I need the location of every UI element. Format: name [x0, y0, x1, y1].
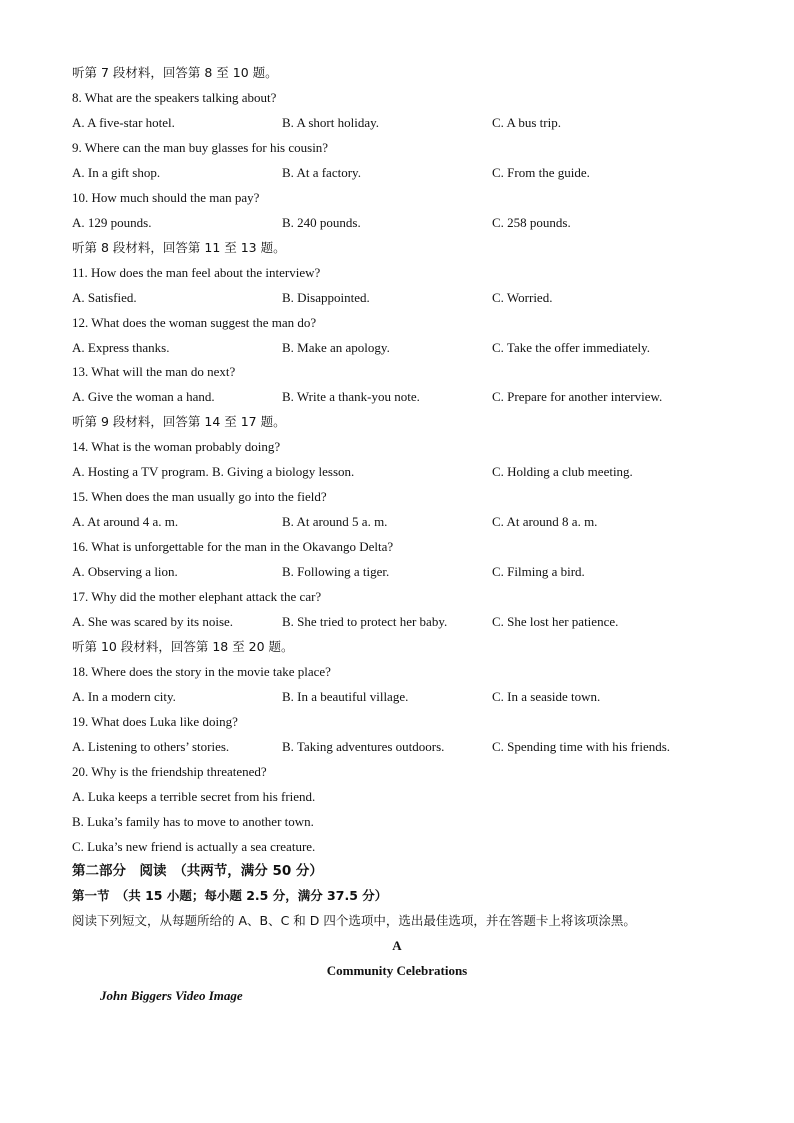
- option-8c: C. A bus trip.: [492, 115, 561, 130]
- option-9b: B. At a factory.: [282, 165, 361, 180]
- question-13: 13. What will the man do next?: [72, 364, 236, 379]
- option-11b: B. Disappointed.: [282, 290, 370, 305]
- reading-instruction: 阅读下列短文，从每题所给的 A、B、C 和 D 四个选项中，选出最佳选项，并在答题卡上将该项涂黑。: [72, 913, 636, 928]
- option-16c: C. Filming a bird.: [492, 564, 585, 579]
- option-14ab: A. Hosting a TV program. B. Giving a biology lesson.: [72, 464, 355, 479]
- option-19b: B. Taking adventures outdoors.: [282, 739, 445, 754]
- option-10b: B. 240 pounds.: [282, 215, 361, 230]
- passage-subheading: John Biggers Video Image: [100, 988, 243, 1003]
- option-13a: A. Give the woman a hand.: [72, 389, 215, 404]
- option-15b: B. At around 5 a. m.: [282, 514, 388, 529]
- option-11a: A. Satisfied.: [72, 290, 137, 305]
- option-12c: C. Take the offer immediately.: [492, 340, 651, 355]
- section1-heading: 第一节 （共 15 小题；每小题 2.5 分，满分 37.5 分）: [72, 888, 388, 903]
- section-header-8: 听第 8 段材料，回答第 11 至 13 题。: [72, 240, 286, 255]
- option-12a: A. Express thanks.: [72, 340, 170, 355]
- section-header-7: 听第 7 段材料，回答第 8 至 10 题。: [72, 65, 278, 80]
- question-10: 10. How much should the man pay?: [72, 190, 260, 205]
- option-9c: C. From the guide.: [492, 165, 590, 180]
- option-16a: A. Observing a lion.: [72, 564, 178, 579]
- option-17b: B. She tried to protect her baby.: [282, 614, 448, 629]
- question-19: 19. What does Luka like doing?: [72, 714, 238, 729]
- question-20: 20. Why is the friendship threatened?: [72, 764, 267, 779]
- option-20c: C. Luka’s new friend is actually a sea creature.: [72, 839, 316, 854]
- option-17a: A. She was scared by its noise.: [72, 614, 234, 629]
- option-16b: B. Following a tiger.: [282, 564, 390, 579]
- option-10c: C. 258 pounds.: [492, 215, 571, 230]
- passage-letter: A: [392, 938, 402, 953]
- option-15c: C. At around 8 a. m.: [492, 514, 598, 529]
- option-10a: A. 129 pounds.: [72, 215, 152, 230]
- option-20a: A. Luka keeps a terrible secret from his friend.: [72, 789, 316, 804]
- option-13b: B. Write a thank-you note.: [282, 389, 420, 404]
- section-header-10: 听第 10 段材料，回答第 18 至 20 题。: [72, 639, 294, 654]
- option-17c: C. She lost her patience.: [492, 614, 619, 629]
- option-15a: A. At around 4 a. m.: [72, 514, 179, 529]
- option-19a: A. Listening to others’ stories.: [72, 739, 230, 754]
- option-12b: B. Make an apology.: [282, 340, 390, 355]
- question-11: 11. How does the man feel about the interview?: [72, 265, 321, 280]
- option-9a: A. In a gift shop.: [72, 165, 161, 180]
- section-header-9: 听第 9 段材料，回答第 14 至 17 题。: [72, 414, 286, 429]
- question-8: 8. What are the speakers talking about?: [72, 90, 277, 105]
- question-16: 16. What is unforgettable for the man in the Okavango Delta?: [72, 539, 394, 554]
- option-13c: C. Prepare for another interview.: [492, 389, 663, 404]
- question-12: 12. What does the woman suggest the man do?: [72, 315, 317, 330]
- option-8a: A. A five-star hotel.: [72, 115, 175, 130]
- question-17: 17. Why did the mother elephant attack the car?: [72, 589, 322, 604]
- question-18: 18. Where does the story in the movie take place?: [72, 664, 331, 679]
- question-15: 15. When does the man usually go into the field?: [72, 489, 327, 504]
- question-9: 9. Where can the man buy glasses for his cousin?: [72, 140, 329, 155]
- option-8b: B. A short holiday.: [282, 115, 380, 130]
- passage-title: Community Celebrations: [326, 963, 468, 978]
- option-14c: C. Holding a club meeting.: [492, 464, 633, 479]
- question-14: 14. What is the woman probably doing?: [72, 439, 281, 454]
- option-19c: C. Spending time with his friends.: [492, 739, 671, 754]
- option-18b: B. In a beautiful village.: [282, 689, 409, 704]
- part2-title: 第二部分 阅读 （共两节，满分 50 分）: [72, 863, 323, 879]
- option-20b: B. Luka’s family has to move to another town.: [72, 814, 314, 829]
- option-18c: C. In a seaside town.: [492, 689, 601, 704]
- option-18a: A. In a modern city.: [72, 689, 176, 704]
- option-11c: C. Worried.: [492, 290, 553, 305]
